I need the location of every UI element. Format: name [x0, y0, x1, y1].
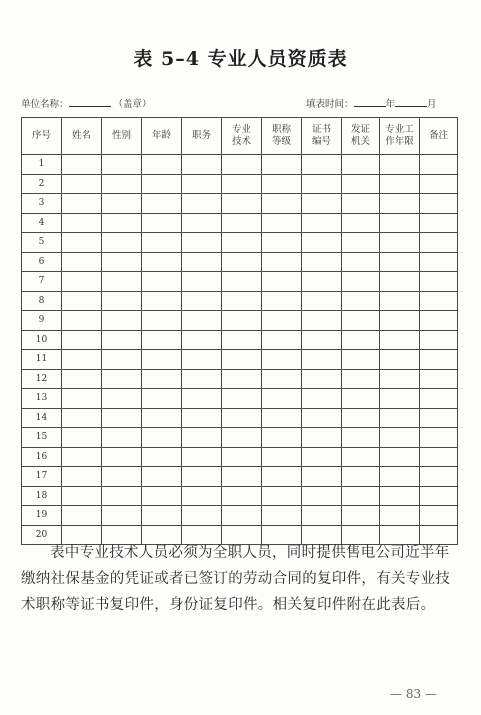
column-header-line1: 年龄 — [151, 130, 171, 141]
column-header-line2: 机关 — [350, 136, 370, 147]
blank-cell[interactable] — [222, 252, 262, 272]
table-header-row — [22, 118, 458, 155]
blank-cell[interactable] — [262, 272, 302, 292]
blank-cell[interactable] — [222, 350, 262, 370]
blank-cell[interactable] — [420, 389, 458, 409]
blank-cell[interactable] — [420, 233, 458, 253]
blank-cell[interactable] — [142, 272, 182, 292]
blank-cell[interactable] — [142, 330, 182, 350]
blank-cell[interactable] — [302, 291, 342, 311]
blank-cell[interactable] — [262, 486, 302, 506]
blank-cell[interactable] — [342, 330, 380, 350]
row-number: 1 — [22, 155, 62, 175]
blank-cell[interactable] — [342, 350, 380, 370]
year-blank — [354, 97, 386, 107]
blank-cell[interactable] — [102, 233, 142, 253]
table-row — [22, 330, 458, 350]
blank-cell[interactable] — [142, 252, 182, 272]
column-header-line1: 序号 — [31, 130, 51, 141]
blank-cell[interactable] — [342, 155, 380, 175]
blank-cell[interactable] — [302, 408, 342, 428]
year-label: 年 — [385, 99, 396, 110]
blank-cell[interactable] — [62, 408, 102, 428]
blank-cell[interactable] — [182, 506, 222, 526]
unit-name-line — [21, 96, 152, 110]
blank-cell[interactable] — [342, 486, 380, 506]
blank-cell[interactable] — [380, 369, 420, 389]
blank-cell[interactable] — [262, 467, 302, 487]
row-number: 20 — [22, 525, 62, 545]
blank-cell[interactable] — [262, 194, 302, 214]
note-paragraph: 表中专业技术人员必须为全职人员，同时提供售电公司近半年缴纳社保基金的凭证或者已签订的劳动合同的复印件，有关专业技术职称等证书复印件，身份证复印件。相关复印件附在此表后。 — [21, 545, 451, 613]
row-number: 13 — [22, 389, 62, 409]
row-number: 18 — [22, 486, 62, 506]
blank-cell[interactable] — [222, 272, 262, 292]
blank-cell[interactable] — [222, 447, 262, 467]
blank-cell[interactable] — [182, 291, 222, 311]
blank-cell[interactable] — [380, 194, 420, 214]
blank-cell[interactable] — [380, 174, 420, 194]
row-number: 14 — [22, 408, 62, 428]
column-header-line2: 等级 — [271, 136, 291, 147]
blank-cell[interactable] — [222, 213, 262, 233]
blank-cell[interactable] — [62, 428, 102, 448]
row-number: 10 — [22, 330, 62, 350]
blank-cell[interactable] — [342, 252, 380, 272]
blank-cell[interactable] — [342, 408, 380, 428]
blank-cell[interactable] — [62, 467, 102, 487]
blank-cell[interactable] — [380, 447, 420, 467]
blank-cell[interactable] — [182, 486, 222, 506]
blank-cell[interactable] — [342, 291, 380, 311]
column-header-line1: 备注 — [428, 130, 448, 141]
blank-cell[interactable] — [142, 467, 182, 487]
blank-cell[interactable] — [222, 506, 262, 526]
blank-cell[interactable] — [222, 291, 262, 311]
blank-cell[interactable] — [420, 408, 458, 428]
blank-cell[interactable] — [380, 389, 420, 409]
blank-cell[interactable] — [342, 272, 380, 292]
blank-cell[interactable] — [420, 272, 458, 292]
blank-cell[interactable] — [142, 506, 182, 526]
blank-cell[interactable] — [262, 233, 302, 253]
blank-cell[interactable] — [182, 350, 222, 370]
blank-cell[interactable] — [222, 194, 262, 214]
blank-cell[interactable] — [142, 155, 182, 175]
blank-cell[interactable] — [262, 330, 302, 350]
table-row — [22, 311, 458, 331]
fill-date-line — [306, 96, 437, 110]
column-header-line1: 专业 — [231, 124, 251, 135]
blank-cell[interactable] — [262, 311, 302, 331]
blank-cell[interactable] — [380, 311, 420, 331]
blank-cell[interactable] — [102, 194, 142, 214]
fill-date-label: 填表时间： — [306, 99, 354, 110]
blank-cell[interactable] — [262, 447, 302, 467]
blank-cell[interactable] — [182, 174, 222, 194]
blank-cell[interactable] — [380, 155, 420, 175]
table-row — [22, 350, 458, 370]
blank-cell[interactable] — [142, 194, 182, 214]
blank-cell[interactable] — [262, 506, 302, 526]
blank-cell[interactable] — [302, 272, 342, 292]
blank-cell[interactable] — [182, 330, 222, 350]
blank-cell[interactable] — [222, 311, 262, 331]
row-number: 9 — [22, 311, 62, 331]
page-number: — 83 — — [390, 687, 437, 701]
blank-cell[interactable] — [262, 174, 302, 194]
blank-cell[interactable] — [342, 311, 380, 331]
blank-cell[interactable] — [302, 467, 342, 487]
blank-cell[interactable] — [342, 428, 380, 448]
blank-cell[interactable] — [182, 155, 222, 175]
blank-cell[interactable] — [62, 506, 102, 526]
row-number: 2 — [22, 174, 62, 194]
row-number: 15 — [22, 428, 62, 448]
blank-cell[interactable] — [420, 213, 458, 233]
blank-cell[interactable] — [182, 233, 222, 253]
blank-cell[interactable] — [262, 389, 302, 409]
blank-cell[interactable] — [222, 486, 262, 506]
blank-cell[interactable] — [102, 369, 142, 389]
blank-cell[interactable] — [102, 486, 142, 506]
blank-cell[interactable] — [262, 252, 302, 272]
column-header-line2: 作年限 — [385, 136, 414, 147]
blank-cell[interactable] — [182, 272, 222, 292]
row-number: 19 — [22, 506, 62, 526]
table-row — [22, 389, 458, 409]
row-number: 17 — [22, 467, 62, 487]
column-header — [142, 118, 182, 155]
blank-cell[interactable] — [102, 311, 142, 331]
blank-cell[interactable] — [142, 174, 182, 194]
blank-cell[interactable] — [302, 330, 342, 350]
blank-cell[interactable] — [102, 155, 142, 175]
column-header — [182, 118, 222, 155]
table-row — [22, 194, 458, 214]
row-number: 8 — [22, 291, 62, 311]
blank-cell[interactable] — [380, 252, 420, 272]
blank-cell[interactable] — [262, 155, 302, 175]
blank-cell[interactable] — [380, 486, 420, 506]
column-header — [102, 118, 142, 155]
blank-cell[interactable] — [420, 330, 458, 350]
blank-cell[interactable] — [262, 350, 302, 370]
blank-cell[interactable] — [420, 486, 458, 506]
blank-cell[interactable] — [380, 467, 420, 487]
blank-cell[interactable] — [62, 233, 102, 253]
blank-cell[interactable] — [420, 252, 458, 272]
blank-cell[interactable] — [342, 213, 380, 233]
blank-cell[interactable] — [380, 330, 420, 350]
blank-cell[interactable] — [102, 467, 142, 487]
blank-cell[interactable] — [142, 350, 182, 370]
blank-cell[interactable] — [302, 213, 342, 233]
blank-cell[interactable] — [420, 428, 458, 448]
seal-label: （盖章） — [113, 99, 152, 110]
blank-cell[interactable] — [182, 369, 222, 389]
blank-cell[interactable] — [182, 467, 222, 487]
blank-cell[interactable] — [302, 428, 342, 448]
blank-cell[interactable] — [62, 389, 102, 409]
blank-cell[interactable] — [62, 447, 102, 467]
blank-cell[interactable] — [380, 506, 420, 526]
table-row — [22, 369, 458, 389]
blank-cell[interactable] — [222, 155, 262, 175]
blank-cell[interactable] — [420, 194, 458, 214]
blank-cell[interactable] — [302, 194, 342, 214]
blank-cell[interactable] — [222, 233, 262, 253]
unit-name-label: 单位名称： — [21, 99, 69, 110]
row-number: 5 — [22, 233, 62, 253]
blank-cell[interactable] — [342, 174, 380, 194]
table-row — [22, 467, 458, 487]
blank-cell[interactable] — [222, 389, 262, 409]
blank-cell[interactable] — [222, 467, 262, 487]
column-header — [380, 118, 420, 155]
blank-cell[interactable] — [62, 311, 102, 331]
blank-cell[interactable] — [380, 350, 420, 370]
blank-cell[interactable] — [142, 447, 182, 467]
blank-cell[interactable] — [380, 291, 420, 311]
blank-cell[interactable] — [142, 428, 182, 448]
blank-cell[interactable] — [420, 311, 458, 331]
blank-cell[interactable] — [62, 194, 102, 214]
row-number: 6 — [22, 252, 62, 272]
table-row — [22, 506, 458, 526]
blank-cell[interactable] — [182, 213, 222, 233]
blank-cell[interactable] — [62, 369, 102, 389]
blank-cell[interactable] — [302, 350, 342, 370]
blank-cell[interactable] — [62, 174, 102, 194]
blank-cell[interactable] — [102, 174, 142, 194]
blank-cell[interactable] — [142, 408, 182, 428]
column-header — [62, 118, 102, 155]
column-header-line1: 专业工 — [385, 124, 414, 135]
blank-cell[interactable] — [222, 174, 262, 194]
blank-cell[interactable] — [302, 155, 342, 175]
blank-cell[interactable] — [380, 213, 420, 233]
unit-name-blank — [69, 97, 111, 107]
blank-cell[interactable] — [182, 194, 222, 214]
blank-cell[interactable] — [420, 350, 458, 370]
blank-cell[interactable] — [62, 155, 102, 175]
table-row — [22, 233, 458, 253]
blank-cell[interactable] — [420, 506, 458, 526]
blank-cell[interactable] — [420, 291, 458, 311]
column-header — [302, 118, 342, 155]
row-number: 16 — [22, 447, 62, 467]
blank-cell[interactable] — [222, 428, 262, 448]
blank-cell[interactable] — [142, 486, 182, 506]
blank-cell[interactable] — [342, 506, 380, 526]
row-number: 3 — [22, 194, 62, 214]
qualification-table — [21, 117, 458, 545]
blank-cell[interactable] — [102, 389, 142, 409]
blank-cell[interactable] — [102, 506, 142, 526]
blank-cell[interactable] — [62, 486, 102, 506]
blank-cell[interactable] — [142, 213, 182, 233]
table-row — [22, 291, 458, 311]
blank-cell[interactable] — [262, 213, 302, 233]
blank-cell[interactable] — [302, 369, 342, 389]
blank-cell[interactable] — [62, 252, 102, 272]
blank-cell[interactable] — [262, 291, 302, 311]
table-row — [22, 408, 458, 428]
blank-cell[interactable] — [102, 272, 142, 292]
column-header — [420, 118, 458, 155]
table-row — [22, 174, 458, 194]
blank-cell[interactable] — [302, 233, 342, 253]
blank-cell[interactable] — [102, 291, 142, 311]
blank-cell[interactable] — [380, 408, 420, 428]
blank-cell[interactable] — [302, 389, 342, 409]
month-label: 月 — [427, 99, 437, 110]
column-header — [262, 118, 302, 155]
row-number: 12 — [22, 369, 62, 389]
blank-cell[interactable] — [142, 291, 182, 311]
blank-cell[interactable] — [342, 447, 380, 467]
blank-cell[interactable] — [62, 213, 102, 233]
blank-cell[interactable] — [302, 252, 342, 272]
blank-cell[interactable] — [380, 272, 420, 292]
column-header-line2: 编号 — [311, 136, 331, 147]
blank-cell[interactable] — [142, 233, 182, 253]
blank-cell[interactable] — [182, 311, 222, 331]
blank-cell[interactable] — [262, 369, 302, 389]
blank-cell[interactable] — [142, 311, 182, 331]
blank-cell[interactable] — [302, 447, 342, 467]
blank-cell[interactable] — [102, 350, 142, 370]
blank-cell[interactable] — [182, 428, 222, 448]
blank-cell[interactable] — [182, 447, 222, 467]
blank-cell[interactable] — [262, 408, 302, 428]
blank-cell[interactable] — [182, 389, 222, 409]
blank-cell[interactable] — [62, 291, 102, 311]
blank-cell[interactable] — [102, 408, 142, 428]
blank-cell[interactable] — [222, 330, 262, 350]
column-header-line1: 职称 — [271, 124, 291, 135]
blank-cell[interactable] — [102, 447, 142, 467]
column-header — [342, 118, 380, 155]
blank-cell[interactable] — [380, 233, 420, 253]
blank-cell[interactable] — [342, 369, 380, 389]
blank-cell[interactable] — [342, 389, 380, 409]
table-row — [22, 272, 458, 292]
blank-cell[interactable] — [302, 486, 342, 506]
blank-cell[interactable] — [302, 174, 342, 194]
table-row — [22, 213, 458, 233]
row-number: 7 — [22, 272, 62, 292]
table-row — [22, 155, 458, 175]
blank-cell[interactable] — [342, 194, 380, 214]
blank-cell[interactable] — [420, 174, 458, 194]
blank-cell[interactable] — [262, 428, 302, 448]
blank-cell[interactable] — [420, 155, 458, 175]
blank-cell[interactable] — [342, 467, 380, 487]
blank-cell[interactable] — [420, 467, 458, 487]
blank-cell[interactable] — [62, 330, 102, 350]
month-blank — [395, 97, 427, 107]
column-header-line2: 技术 — [231, 136, 251, 147]
blank-cell[interactable] — [102, 213, 142, 233]
row-number: 4 — [22, 213, 62, 233]
blank-cell[interactable] — [302, 311, 342, 331]
blank-cell[interactable] — [222, 369, 262, 389]
blank-cell[interactable] — [102, 252, 142, 272]
table-row — [22, 428, 458, 448]
column-header — [222, 118, 262, 155]
column-header-line1: 职务 — [191, 130, 211, 141]
blank-cell[interactable] — [102, 330, 142, 350]
row-number: 11 — [22, 350, 62, 370]
blank-cell[interactable] — [102, 428, 142, 448]
blank-cell[interactable] — [142, 389, 182, 409]
blank-cell[interactable] — [342, 233, 380, 253]
blank-cell[interactable] — [62, 350, 102, 370]
blank-cell[interactable] — [420, 447, 458, 467]
table-row — [22, 252, 458, 272]
blank-cell[interactable] — [222, 408, 262, 428]
column-header — [22, 118, 62, 155]
column-header-line1: 姓名 — [71, 130, 91, 141]
column-header-line1: 发证 — [350, 124, 370, 135]
blank-cell[interactable] — [302, 506, 342, 526]
blank-cell[interactable] — [420, 369, 458, 389]
blank-cell[interactable] — [182, 408, 222, 428]
blank-cell[interactable] — [62, 272, 102, 292]
page-title: 表 5–4 专业人员资质表 — [133, 48, 348, 70]
table-row — [22, 486, 458, 506]
blank-cell[interactable] — [142, 369, 182, 389]
column-header-line1: 证书 — [311, 124, 331, 135]
blank-cell[interactable] — [380, 428, 420, 448]
table-row — [22, 447, 458, 467]
column-header-line1: 性别 — [111, 130, 131, 141]
blank-cell[interactable] — [182, 252, 222, 272]
